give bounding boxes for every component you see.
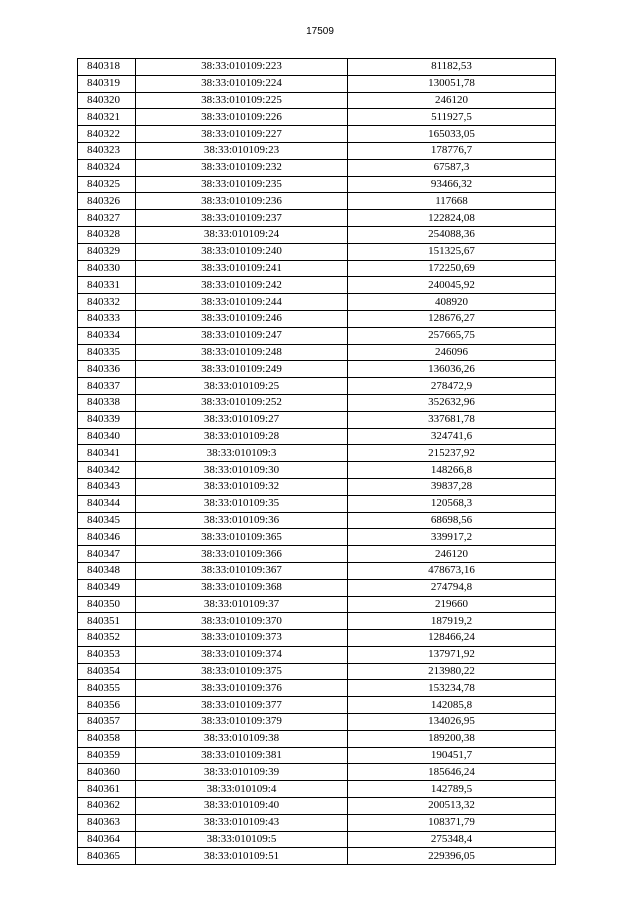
table-row bbox=[78, 562, 556, 579]
value-cell: 324741,6 bbox=[348, 428, 556, 445]
value-cell: 240045,92 bbox=[348, 277, 556, 294]
value-cell: 352632,96 bbox=[348, 394, 556, 411]
table-row bbox=[78, 92, 556, 109]
page-number: 17509 bbox=[306, 26, 334, 37]
row-number-cell: 840321 bbox=[78, 109, 136, 126]
cadastral-number-cell: 38:33:010109:249 bbox=[136, 361, 348, 378]
cadastral-number-cell: 38:33:010109:37 bbox=[136, 596, 348, 613]
table-row bbox=[78, 142, 556, 159]
value-cell: 187919,2 bbox=[348, 613, 556, 630]
cadastral-number-cell: 38:33:010109:244 bbox=[136, 294, 348, 311]
value-cell: 130051,78 bbox=[348, 75, 556, 92]
row-number-cell: 840346 bbox=[78, 529, 136, 546]
table-row bbox=[78, 126, 556, 143]
cadastral-number-cell: 38:33:010109:223 bbox=[136, 59, 348, 76]
row-number-cell: 840337 bbox=[78, 378, 136, 395]
table-row bbox=[78, 327, 556, 344]
row-number-cell: 840345 bbox=[78, 512, 136, 529]
table-row bbox=[78, 646, 556, 663]
cadastral-number-cell: 38:33:010109:248 bbox=[136, 344, 348, 361]
cadastral-number-cell: 38:33:010109:236 bbox=[136, 193, 348, 210]
table-row bbox=[78, 630, 556, 647]
cadastral-number-cell: 38:33:010109:28 bbox=[136, 428, 348, 445]
table-row bbox=[78, 428, 556, 445]
cadastral-number-cell: 38:33:010109:225 bbox=[136, 92, 348, 109]
value-cell: 219660 bbox=[348, 596, 556, 613]
table-row bbox=[78, 697, 556, 714]
table-row bbox=[78, 193, 556, 210]
table-row bbox=[78, 159, 556, 176]
value-cell: 172250,69 bbox=[348, 260, 556, 277]
cadastral-number-cell: 38:33:010109:367 bbox=[136, 562, 348, 579]
value-cell: 81182,53 bbox=[348, 59, 556, 76]
row-number-cell: 840327 bbox=[78, 210, 136, 227]
value-cell: 246120 bbox=[348, 92, 556, 109]
value-cell: 165033,05 bbox=[348, 126, 556, 143]
cadastral-number-cell: 38:33:010109:237 bbox=[136, 210, 348, 227]
table-body bbox=[78, 59, 556, 865]
row-number-cell: 840356 bbox=[78, 697, 136, 714]
row-number-cell: 840352 bbox=[78, 630, 136, 647]
row-number-cell: 840333 bbox=[78, 310, 136, 327]
row-number-cell: 840358 bbox=[78, 730, 136, 747]
table-row bbox=[78, 59, 556, 76]
row-number-cell: 840363 bbox=[78, 814, 136, 831]
value-cell: 215237,92 bbox=[348, 445, 556, 462]
value-cell: 128466,24 bbox=[348, 630, 556, 647]
table-row bbox=[78, 663, 556, 680]
value-cell: 246120 bbox=[348, 546, 556, 563]
table-row bbox=[78, 546, 556, 563]
table-row bbox=[78, 445, 556, 462]
cadastral-number-cell: 38:33:010109:232 bbox=[136, 159, 348, 176]
table-row bbox=[78, 310, 556, 327]
cadastral-number-cell: 38:33:010109:40 bbox=[136, 798, 348, 815]
row-number-cell: 840339 bbox=[78, 411, 136, 428]
table-row bbox=[78, 512, 556, 529]
value-cell: 137971,92 bbox=[348, 646, 556, 663]
row-number-cell: 840334 bbox=[78, 327, 136, 344]
cadastral-number-cell: 38:33:010109:23 bbox=[136, 142, 348, 159]
cadastral-number-cell: 38:33:010109:25 bbox=[136, 378, 348, 395]
row-number-cell: 840362 bbox=[78, 798, 136, 815]
row-number-cell: 840350 bbox=[78, 596, 136, 613]
value-cell: 478673,16 bbox=[348, 562, 556, 579]
table-row bbox=[78, 462, 556, 479]
value-cell: 67587,3 bbox=[348, 159, 556, 176]
table-row bbox=[78, 294, 556, 311]
row-number-cell: 840326 bbox=[78, 193, 136, 210]
table-row bbox=[78, 75, 556, 92]
value-cell: 93466,32 bbox=[348, 176, 556, 193]
value-cell: 136036,26 bbox=[348, 361, 556, 378]
table-row bbox=[78, 478, 556, 495]
row-number-cell: 840322 bbox=[78, 126, 136, 143]
table-row bbox=[78, 210, 556, 227]
table-row bbox=[78, 848, 556, 865]
value-cell: 229396,05 bbox=[348, 848, 556, 865]
table-row bbox=[78, 814, 556, 831]
row-number-cell: 840320 bbox=[78, 92, 136, 109]
cadastral-number-cell: 38:33:010109:240 bbox=[136, 243, 348, 260]
row-number-cell: 840329 bbox=[78, 243, 136, 260]
row-number-cell: 840340 bbox=[78, 428, 136, 445]
value-cell: 128676,27 bbox=[348, 310, 556, 327]
row-number-cell: 840357 bbox=[78, 714, 136, 731]
value-cell: 148266,8 bbox=[348, 462, 556, 479]
table-row bbox=[78, 613, 556, 630]
cadastral-number-cell: 38:33:010109:235 bbox=[136, 176, 348, 193]
cadastral-number-cell: 38:33:010109:376 bbox=[136, 680, 348, 697]
table-row bbox=[78, 344, 556, 361]
row-number-cell: 840343 bbox=[78, 478, 136, 495]
row-number-cell: 840354 bbox=[78, 663, 136, 680]
row-number-cell: 840324 bbox=[78, 159, 136, 176]
cadastral-number-cell: 38:33:010109:246 bbox=[136, 310, 348, 327]
value-cell: 134026,95 bbox=[348, 714, 556, 731]
cadastral-number-cell: 38:33:010109:373 bbox=[136, 630, 348, 647]
row-number-cell: 840360 bbox=[78, 764, 136, 781]
value-cell: 274794,8 bbox=[348, 579, 556, 596]
value-cell: 339917,2 bbox=[348, 529, 556, 546]
table-row bbox=[78, 579, 556, 596]
cadastral-number-cell: 38:33:010109:242 bbox=[136, 277, 348, 294]
table-row bbox=[78, 277, 556, 294]
table-row bbox=[78, 226, 556, 243]
value-cell: 117668 bbox=[348, 193, 556, 210]
table-row bbox=[78, 243, 556, 260]
cadastral-number-cell: 38:33:010109:370 bbox=[136, 613, 348, 630]
value-cell: 153234,78 bbox=[348, 680, 556, 697]
value-cell: 178776,7 bbox=[348, 142, 556, 159]
cadastral-number-cell: 38:33:010109:5 bbox=[136, 831, 348, 848]
cadastral-number-cell: 38:33:010109:4 bbox=[136, 781, 348, 798]
cadastral-number-cell: 38:33:010109:24 bbox=[136, 226, 348, 243]
cadastral-number-cell: 38:33:010109:252 bbox=[136, 394, 348, 411]
value-cell: 337681,78 bbox=[348, 411, 556, 428]
cadastral-number-cell: 38:33:010109:38 bbox=[136, 730, 348, 747]
value-cell: 254088,36 bbox=[348, 226, 556, 243]
cadastral-number-cell: 38:33:010109:30 bbox=[136, 462, 348, 479]
cadastral-number-cell: 38:33:010109:51 bbox=[136, 848, 348, 865]
row-number-cell: 840348 bbox=[78, 562, 136, 579]
value-cell: 200513,32 bbox=[348, 798, 556, 815]
row-number-cell: 840353 bbox=[78, 646, 136, 663]
row-number-cell: 840355 bbox=[78, 680, 136, 697]
value-cell: 190451,7 bbox=[348, 747, 556, 764]
table-row bbox=[78, 378, 556, 395]
cadastral-number-cell: 38:33:010109:375 bbox=[136, 663, 348, 680]
cadastral-number-cell: 38:33:010109:374 bbox=[136, 646, 348, 663]
row-number-cell: 840341 bbox=[78, 445, 136, 462]
cadastral-number-cell: 38:33:010109:224 bbox=[136, 75, 348, 92]
row-number-cell: 840361 bbox=[78, 781, 136, 798]
row-number-cell: 840344 bbox=[78, 495, 136, 512]
table-row bbox=[78, 260, 556, 277]
cadastral-number-cell: 38:33:010109:43 bbox=[136, 814, 348, 831]
row-number-cell: 840330 bbox=[78, 260, 136, 277]
row-number-cell: 840342 bbox=[78, 462, 136, 479]
cadastral-number-cell: 38:33:010109:226 bbox=[136, 109, 348, 126]
row-number-cell: 840331 bbox=[78, 277, 136, 294]
table-row bbox=[78, 747, 556, 764]
table-row bbox=[78, 361, 556, 378]
value-cell: 257665,75 bbox=[348, 327, 556, 344]
table-row bbox=[78, 495, 556, 512]
row-number-cell: 840325 bbox=[78, 176, 136, 193]
row-number-cell: 840359 bbox=[78, 747, 136, 764]
value-cell: 189200,38 bbox=[348, 730, 556, 747]
table-row bbox=[78, 596, 556, 613]
cadastral-number-cell: 38:33:010109:27 bbox=[136, 411, 348, 428]
row-number-cell: 840319 bbox=[78, 75, 136, 92]
cadastral-number-cell: 38:33:010109:377 bbox=[136, 697, 348, 714]
value-cell: 275348,4 bbox=[348, 831, 556, 848]
table-row bbox=[78, 394, 556, 411]
value-cell: 68698,56 bbox=[348, 512, 556, 529]
cadastral-number-cell: 38:33:010109:32 bbox=[136, 478, 348, 495]
value-cell: 151325,67 bbox=[348, 243, 556, 260]
row-number-cell: 840338 bbox=[78, 394, 136, 411]
cadastral-number-cell: 38:33:010109:368 bbox=[136, 579, 348, 596]
table-row bbox=[78, 781, 556, 798]
table-row bbox=[78, 411, 556, 428]
value-cell: 39837,28 bbox=[348, 478, 556, 495]
row-number-cell: 840318 bbox=[78, 59, 136, 76]
cadastral-number-cell: 38:33:010109:227 bbox=[136, 126, 348, 143]
cadastral-number-cell: 38:33:010109:247 bbox=[136, 327, 348, 344]
value-cell: 108371,79 bbox=[348, 814, 556, 831]
row-number-cell: 840335 bbox=[78, 344, 136, 361]
cadastral-number-cell: 38:33:010109:241 bbox=[136, 260, 348, 277]
row-number-cell: 840349 bbox=[78, 579, 136, 596]
row-number-cell: 840332 bbox=[78, 294, 136, 311]
value-cell: 185646,24 bbox=[348, 764, 556, 781]
value-cell: 120568,3 bbox=[348, 495, 556, 512]
value-cell: 408920 bbox=[348, 294, 556, 311]
row-number-cell: 840323 bbox=[78, 142, 136, 159]
cadastral-number-cell: 38:33:010109:365 bbox=[136, 529, 348, 546]
cadastral-number-cell: 38:33:010109:36 bbox=[136, 512, 348, 529]
row-number-cell: 840351 bbox=[78, 613, 136, 630]
cadastral-number-cell: 38:33:010109:366 bbox=[136, 546, 348, 563]
cadastral-value-table bbox=[77, 58, 556, 865]
table-row bbox=[78, 798, 556, 815]
row-number-cell: 840328 bbox=[78, 226, 136, 243]
value-cell: 278472,9 bbox=[348, 378, 556, 395]
row-number-cell: 840364 bbox=[78, 831, 136, 848]
table-row bbox=[78, 714, 556, 731]
table-row bbox=[78, 764, 556, 781]
cadastral-number-cell: 38:33:010109:35 bbox=[136, 495, 348, 512]
table-row bbox=[78, 831, 556, 848]
table-row bbox=[78, 730, 556, 747]
value-cell: 122824,08 bbox=[348, 210, 556, 227]
row-number-cell: 840347 bbox=[78, 546, 136, 563]
table-row bbox=[78, 109, 556, 126]
cadastral-number-cell: 38:33:010109:379 bbox=[136, 714, 348, 731]
value-cell: 511927,5 bbox=[348, 109, 556, 126]
table-row bbox=[78, 176, 556, 193]
table-row bbox=[78, 529, 556, 546]
cadastral-number-cell: 38:33:010109:39 bbox=[136, 764, 348, 781]
table-row bbox=[78, 680, 556, 697]
value-cell: 213980,22 bbox=[348, 663, 556, 680]
row-number-cell: 840365 bbox=[78, 848, 136, 865]
value-cell: 142789,5 bbox=[348, 781, 556, 798]
value-cell: 142085,8 bbox=[348, 697, 556, 714]
cadastral-number-cell: 38:33:010109:3 bbox=[136, 445, 348, 462]
value-cell: 246096 bbox=[348, 344, 556, 361]
cadastral-number-cell: 38:33:010109:381 bbox=[136, 747, 348, 764]
row-number-cell: 840336 bbox=[78, 361, 136, 378]
